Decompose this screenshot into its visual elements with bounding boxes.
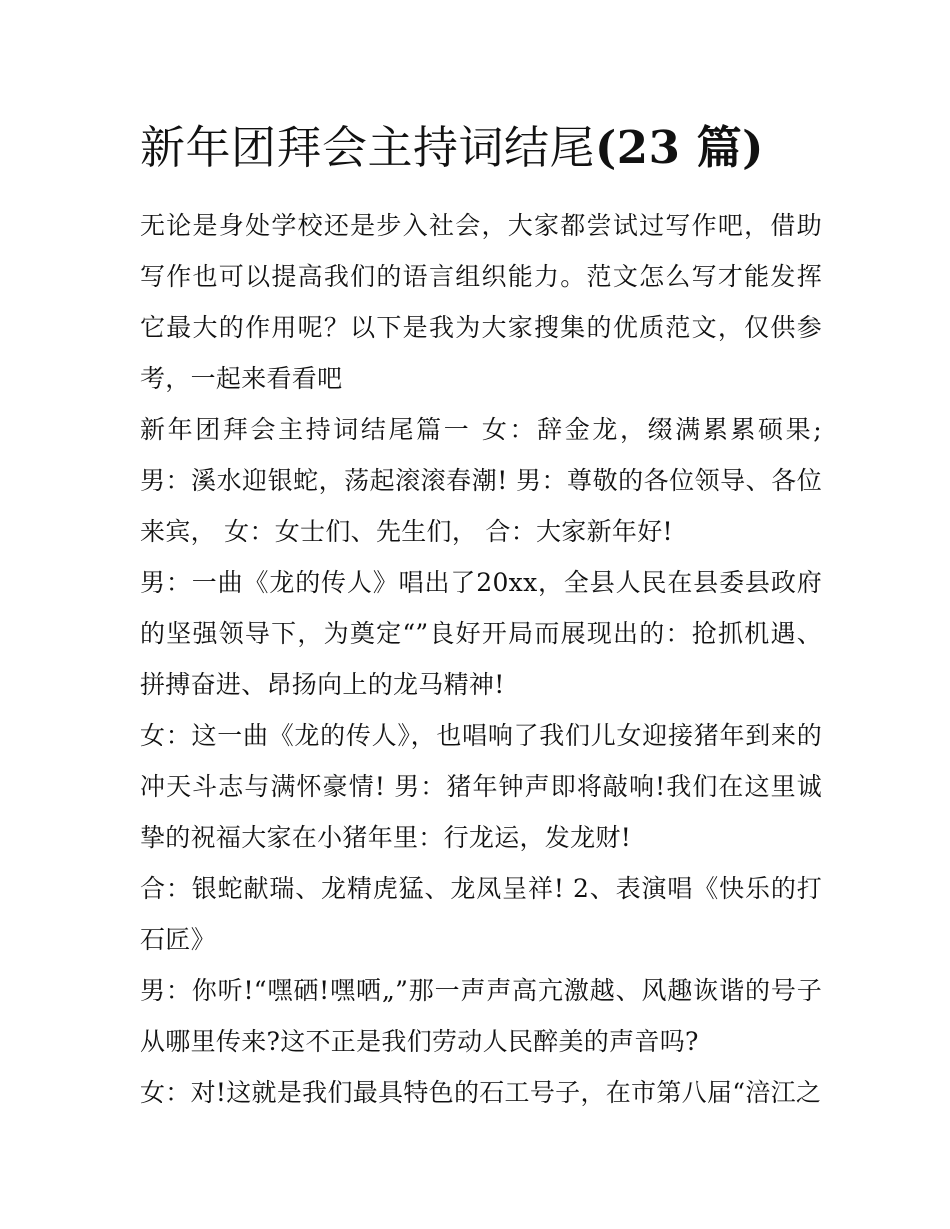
paragraph-dragon-song: 男：一曲《龙的传人》唱出了20xx，全县人民在县委县政府的坚强领导下，为奠定“”良好开局而展现出的：抢抓机遇、拼搏奋进、昂扬向上的龙马精神! <box>140 568 822 699</box>
paragraph-stone-work: 女：对!这就是我们最具特色的石工号子，在市第八届“涪江之 <box>140 1078 822 1107</box>
title-count: (23 篇) <box>595 121 764 174</box>
document-title <box>140 118 822 178</box>
title-main: 新年团拜会主持词结尾 <box>140 121 596 174</box>
paragraph-intro: 无论是身处学校还是步入社会，大家都尝试过写作吧，借助写作也可以提高我们的语言组织能力。范文怎么写才能发挥它最大的作用呢？以下是我为大家搜集的优质范文，仅供参考，一起来看看吧 <box>140 211 822 393</box>
paragraph-new-year-bell: 女：这一曲《龙的传人》，也唱响了我们儿女迎接猪年到来的冲天斗志与满怀豪情! 男：猪年钟声即将敲响!我们在这里诚挚的祝福大家在小猪年里：行龙运，发龙财! <box>140 721 822 852</box>
paragraph-opening: 新年团拜会主持词结尾篇一 女：辞金龙，缀满累累硕果; 男：溪水迎银蛇，荡起滚滚春潮! 男：尊敬的各位领导、各位来宾， 女：女士们、先生们， 合：大家新年好! <box>140 415 822 546</box>
paragraph-work-song: 男：你听!“嘿硒!嘿哂„”那一声声高亢激越、风趣诙谐的号子从哪里传来?这不正是我们劳动人民醉美的声音吗? <box>140 976 822 1056</box>
paragraph-program-2: 合：银蛇献瑞、龙精虎猛、龙凤呈祥! 2、表演唱《快乐的打石匠》 <box>140 874 822 954</box>
